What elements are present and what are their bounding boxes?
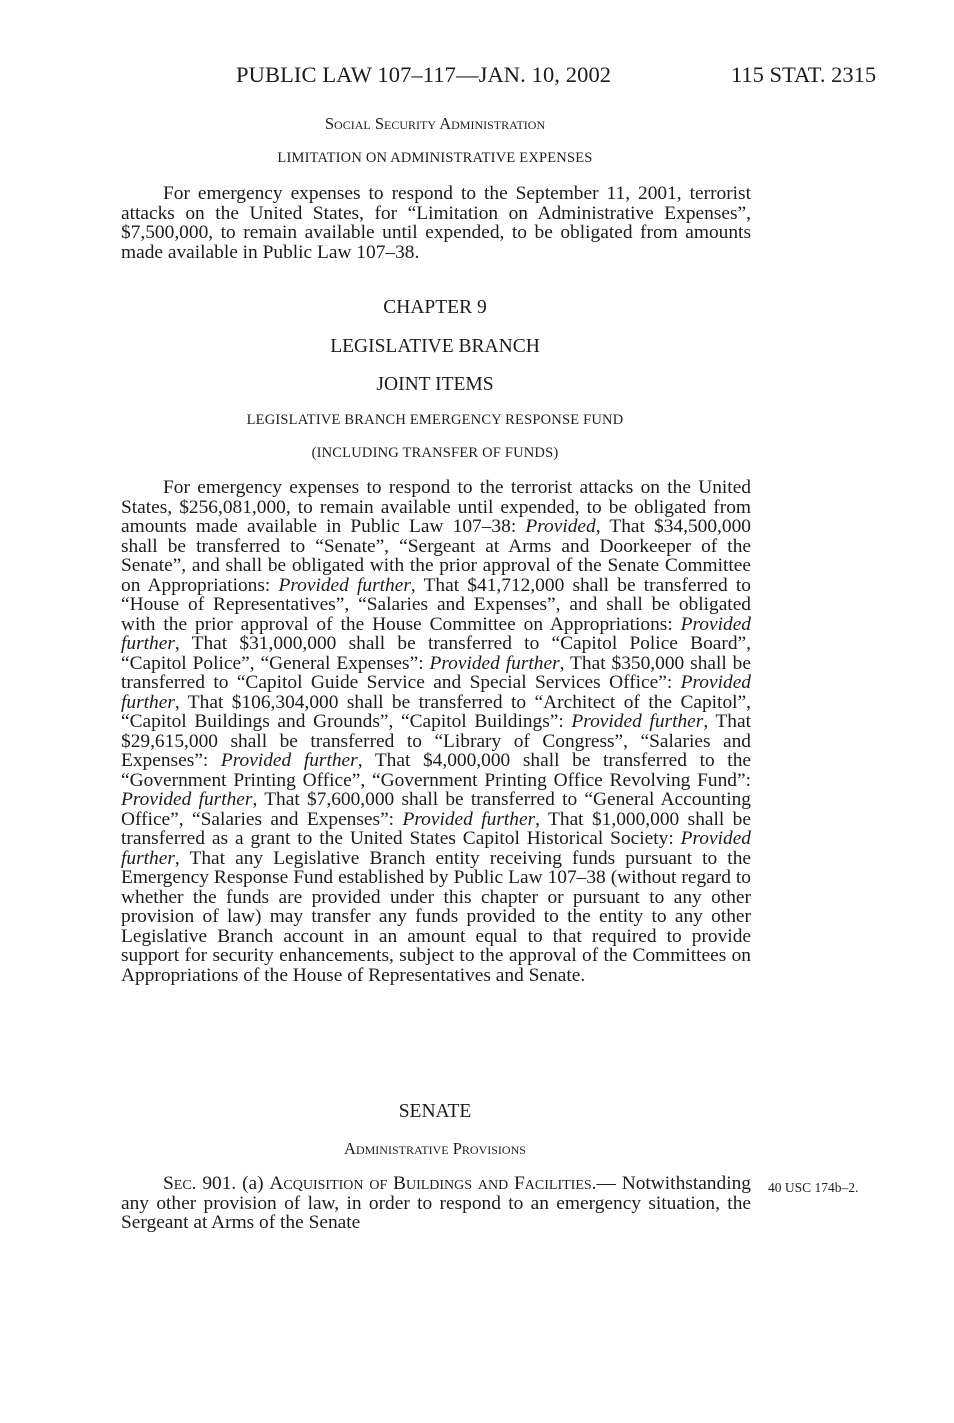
proviso: Provided further xyxy=(121,789,253,810)
proviso: Provided further xyxy=(121,613,751,654)
section-title: Acquisition of Buildings and Facilities.— xyxy=(269,1173,616,1194)
section-901-paragraph: Sec. 901. (a) Acquisition of Buildings and Facilities.— Notwithstanding any other provision of law, in order to respond to an emergency situation, the Sergeant at Arms of the Senate xyxy=(121,1173,751,1233)
proviso: Provided further xyxy=(220,750,358,771)
chapter-number: CHAPTER 9 xyxy=(383,297,487,318)
statute-page-reference: 115 STAT. 2315 xyxy=(731,62,877,87)
proviso: Provided further xyxy=(429,652,560,674)
administrative-provisions-heading: Administrative Provisions xyxy=(344,1139,526,1158)
limitation-subheading: LIMITATION ON ADMINISTRATIVE EXPENSES xyxy=(277,150,593,166)
senate-heading: SENATE xyxy=(398,1101,472,1122)
fund-heading: LEGISLATIVE BRANCH EMERGENCY RESPONSE FUND xyxy=(246,412,624,428)
agency-heading: Social Security Administration xyxy=(324,114,546,133)
proviso: Provided further xyxy=(121,828,751,869)
chapter-title: LEGISLATIVE BRANCH xyxy=(330,336,540,357)
fund-paragraph: For emergency expenses to respond to the terrorist attacks on the United States, $256,081,000, to remain available until expended, to be obligated from amounts made available in Public Law 107–38: Provided, That $34,500,000 shall be transferred to “Senate”, “Sergeant at Arms and Doorkeeper of the Senate”, and shall be obligated with the prior approval of the Senate Committee on Appropriations: Provided further, That $41,712,000 shall be transferred to “House of Representatives”, “Salaries and Expenses”, and shall be obligated with the prior approval of the House Committee on Appropriations: Provided further, That $31,000,000 shall be transferred to “Capitol Police Board”, “Capitol Police”, “General Expenses”: Provided further, That $350,000 shall be transferred to “Capitol Guide Service and Special Services Office”: Provided further, That $106,304,000 shall be transferred to “Architect of the Capitol”, “Capitol Buildings and Grounds”, “Capitol Buildings”: Provided further, That $29,615,000 shall be transferred to “Library of Congress”, “Salaries and Expenses”: Provided further, That $4,000,000 shall be transferred to the “Government Printing Office”, “Government Printing Office Revolving Fund”: Provided further, That $7,600,000 shall be transferred to “General Accounting Office”, “Salaries and Expenses”: Provided further, That $1,000,000 shall be transferred as a grant to the United States Capitol Historical Society: Provided further, That any Legislative Branch entity receiving funds pursuant to the Emergency Response Fund established by Public Law 107–38 (without regard to whether the funds are provided under this chapter or pursuant to any other provision of law) may transfer any funds provided to the entity to any other Legislative Branch account in an amount equal to that required to provide support for security enhancements, subject to the approval of the Committees on Appropriations of the House of Representatives and Senate. xyxy=(121,477,751,986)
fund-subheading: (INCLUDING TRANSFER OF FUNDS) xyxy=(311,445,559,461)
ssa-paragraph: For emergency expenses to respond to the September 11, 2001, terrorist attacks on the United States, for “Limitation on Administrative Expenses”, $7,500,000, to remain available until expended, to be obligated from amounts made available in Public Law 107–38. xyxy=(121,183,751,263)
proviso: Provided further xyxy=(278,574,411,596)
usc-margin-note: 40 USC 174b–2. xyxy=(768,1180,859,1195)
proviso: Provided further xyxy=(402,808,536,830)
proviso: Provided further xyxy=(571,711,704,732)
law-citation: PUBLIC LAW 107–117—JAN. 10, 2002 xyxy=(236,62,612,87)
proviso: Provided further xyxy=(121,672,751,713)
proviso: Provided xyxy=(525,516,596,537)
section-label: Sec. 901. xyxy=(163,1173,237,1194)
joint-items-heading: JOINT ITEMS xyxy=(376,374,494,395)
